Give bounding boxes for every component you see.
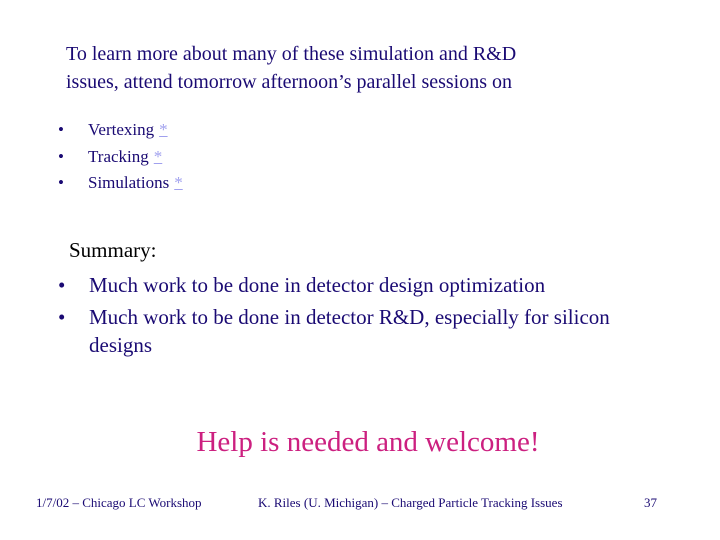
- bullet: •: [58, 173, 64, 192]
- session-label: Vertexing: [88, 120, 155, 139]
- intro-line-2: issues, attend tomorrow afternoon’s parallel sessions on: [66, 71, 513, 93]
- callout-text: Help is needed and welcome!: [196, 426, 540, 458]
- summary-item: [58, 303, 658, 359]
- bullet: •: [58, 305, 66, 329]
- tracking-link[interactable]: *: [153, 146, 163, 166]
- session-item-tracking: [58, 144, 183, 171]
- bullet: •: [58, 146, 64, 166]
- intro-paragraph: [66, 40, 666, 96]
- intro-line-1: To learn more about many of these simulation and R&D: [66, 43, 517, 65]
- footer-date-event: 1/7/02 – Chicago LC Workshop: [36, 495, 202, 510]
- slide-number: 37: [644, 495, 657, 510]
- summary-list: [58, 271, 658, 363]
- bullet: •: [58, 273, 66, 297]
- session-item-simulations: [58, 170, 183, 197]
- session-item-vertexing: [58, 117, 183, 144]
- vertexing-link[interactable]: *: [159, 120, 168, 139]
- session-label: Tracking: [88, 146, 149, 166]
- summary-item: [58, 271, 658, 299]
- summary-item-text: Much work to be done in detector design optimization: [89, 273, 546, 297]
- bullet: •: [58, 120, 64, 139]
- summary-heading: Summary:: [69, 238, 157, 262]
- footer-author-title: K. Riles (U. Michigan) – Charged Particle Tracking Issues: [258, 495, 563, 510]
- simulations-link[interactable]: *: [174, 173, 183, 192]
- summary-item-text: Much work to be done in detector R&D, especially for silicon designs: [89, 305, 610, 357]
- session-topics-list: [58, 117, 183, 197]
- session-label: Simulations: [88, 173, 170, 192]
